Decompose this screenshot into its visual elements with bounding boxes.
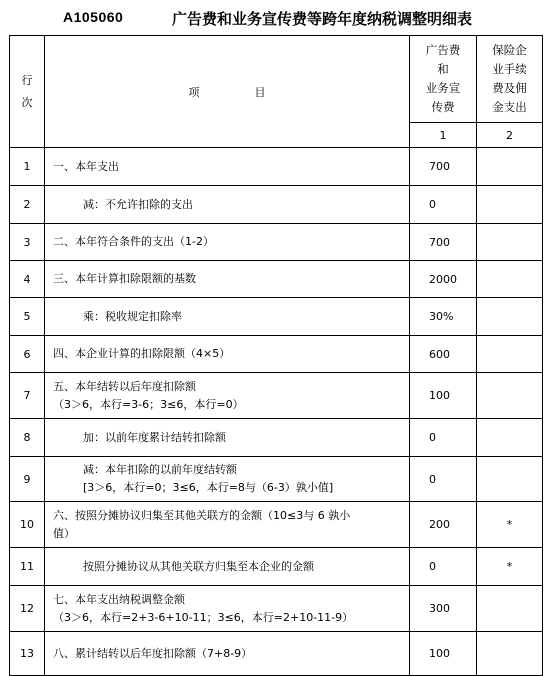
insurance-value-cell[interactable] [477,419,543,457]
row-item-line: 五、本年结转以后年度扣除额 [53,379,196,393]
row-item-line: 减：本年扣除的以前年度结转额 [83,463,237,476]
header-line: 和 [437,62,449,76]
row-item-line: 按照分摊协议从其他关联方归集至本企业的金额 [83,559,314,573]
row-number: 4 [10,261,45,298]
row-item-line: 六、按照分摊协议归集至其他关联方的金额（10≤3与 6 孰小 [53,508,351,522]
row-item [45,632,410,676]
insurance-value-cell[interactable] [477,224,543,261]
table-row [10,148,543,186]
table-row [10,548,543,586]
table-row [10,373,543,419]
table-row [10,502,543,548]
header-line: 费及佣 [492,81,527,95]
insurance-value-cell[interactable] [477,632,543,676]
table-row [10,336,543,373]
advertising-value-cell[interactable]: 700 [410,148,477,186]
advertising-value-cell[interactable]: 600 [410,336,477,373]
row-item-line: 加：以前年度累计结转扣除额 [83,430,226,444]
insurance-value-cell[interactable] [477,298,543,336]
advertising-value-cell[interactable]: 30% [410,298,477,336]
insurance-value-cell[interactable] [477,186,543,224]
row-item [45,586,410,632]
advertising-value-cell[interactable]: 300 [410,586,477,632]
row-number: 3 [10,224,45,261]
advertising-value-cell[interactable]: 700 [410,224,477,261]
insurance-value-cell[interactable] [477,261,543,298]
item-header: 项 目 [45,36,410,148]
row-item-line: 一、本年支出 [53,159,119,173]
row-number: 13 [10,632,45,676]
row-item-line: （3＞6，本行=3-6；3≤6，本行=0） [53,397,244,411]
header-line: 业务宣 [425,81,461,95]
insurance-value-cell[interactable] [477,336,543,373]
row-item-line: 三、本年计算扣除限额的基数 [53,272,196,285]
advertising-value-cell[interactable]: 100 [410,632,477,676]
advertising-value-cell[interactable]: 0 [410,457,477,502]
row-item [45,148,410,186]
insurance-value-cell[interactable] [477,373,543,419]
row-number: 6 [10,336,45,373]
row-item [45,336,410,373]
header-line: 广告费 [425,43,461,57]
insurance-value-cell[interactable] [477,148,543,186]
form-title-bar [0,0,551,34]
row-item-line: 乘：税收规定扣除率 [83,309,182,323]
header-line: 保险企 [492,43,527,57]
form-code: A105060 [63,9,124,25]
row-item [45,502,410,548]
row-item-line: 八、累计结转以后年度扣除额（7+8-9） [53,646,253,660]
column-index-2: 2 [477,123,543,148]
row-number: 12 [10,586,45,632]
table-row [10,261,543,298]
table-row [10,586,543,632]
row-item [45,298,410,336]
table-row [10,419,543,457]
row-number-header [10,36,45,148]
header-line: 业手续 [492,62,527,76]
insurance-value-cell[interactable]: * [477,502,543,548]
advertising-column-header [410,36,477,123]
row-number: 8 [10,419,45,457]
row-number: 2 [10,186,45,224]
advertising-value-cell[interactable]: 100 [410,373,477,419]
advertising-value-cell[interactable]: 200 [410,502,477,548]
row-item [45,224,410,261]
row-number: 5 [10,298,45,336]
row-number: 10 [10,502,45,548]
row-number-header-line: 行 [21,73,33,87]
row-number-header-line: 次 [21,95,33,109]
row-item [45,457,410,502]
header-row [10,36,543,123]
table-row [10,224,543,261]
table-row [10,186,543,224]
header-line: 金支出 [492,100,527,114]
row-item [45,548,410,586]
column-index-1: 1 [410,123,477,148]
row-number: 11 [10,548,45,586]
row-item-line: 四、本企业计算的扣除限额（4×5） [53,347,231,360]
table-row [10,457,543,502]
insurance-value-cell[interactable] [477,457,543,502]
insurance-value-cell[interactable]: * [477,548,543,586]
row-item-line: 值） [53,526,75,540]
row-item [45,186,410,224]
table-row [10,298,543,336]
row-number: 1 [10,148,45,186]
detail-table [9,35,543,676]
row-item-line: 二、本年符合条件的支出（1-2） [53,235,214,248]
row-item [45,419,410,457]
row-number: 9 [10,457,45,502]
insurance-value-cell[interactable] [477,586,543,632]
advertising-value-cell[interactable]: 0 [410,419,477,457]
header-line: 传费 [431,100,455,114]
row-item-line: （3＞6，本行=2+3-6+10-11；3≤6，本行=2+10-11-9） [53,610,354,624]
row-item-line: 减：不允许扣除的支出 [83,197,193,211]
advertising-value-cell[interactable]: 0 [410,186,477,224]
row-item [45,261,410,298]
row-item-line: [3＞6，本行=0；3≤6，本行=8与（6-3）孰小值] [83,481,334,494]
table-row [10,632,543,676]
row-number: 7 [10,373,45,419]
advertising-value-cell[interactable]: 0 [410,548,477,586]
row-item [45,373,410,419]
form-title: 广告费和业务宣传费等跨年度纳税调整明细表 [172,10,473,28]
row-item-line: 七、本年支出纳税调整金额 [53,592,185,606]
advertising-value-cell[interactable]: 2000 [410,261,477,298]
insurance-commission-column-header [477,36,543,123]
